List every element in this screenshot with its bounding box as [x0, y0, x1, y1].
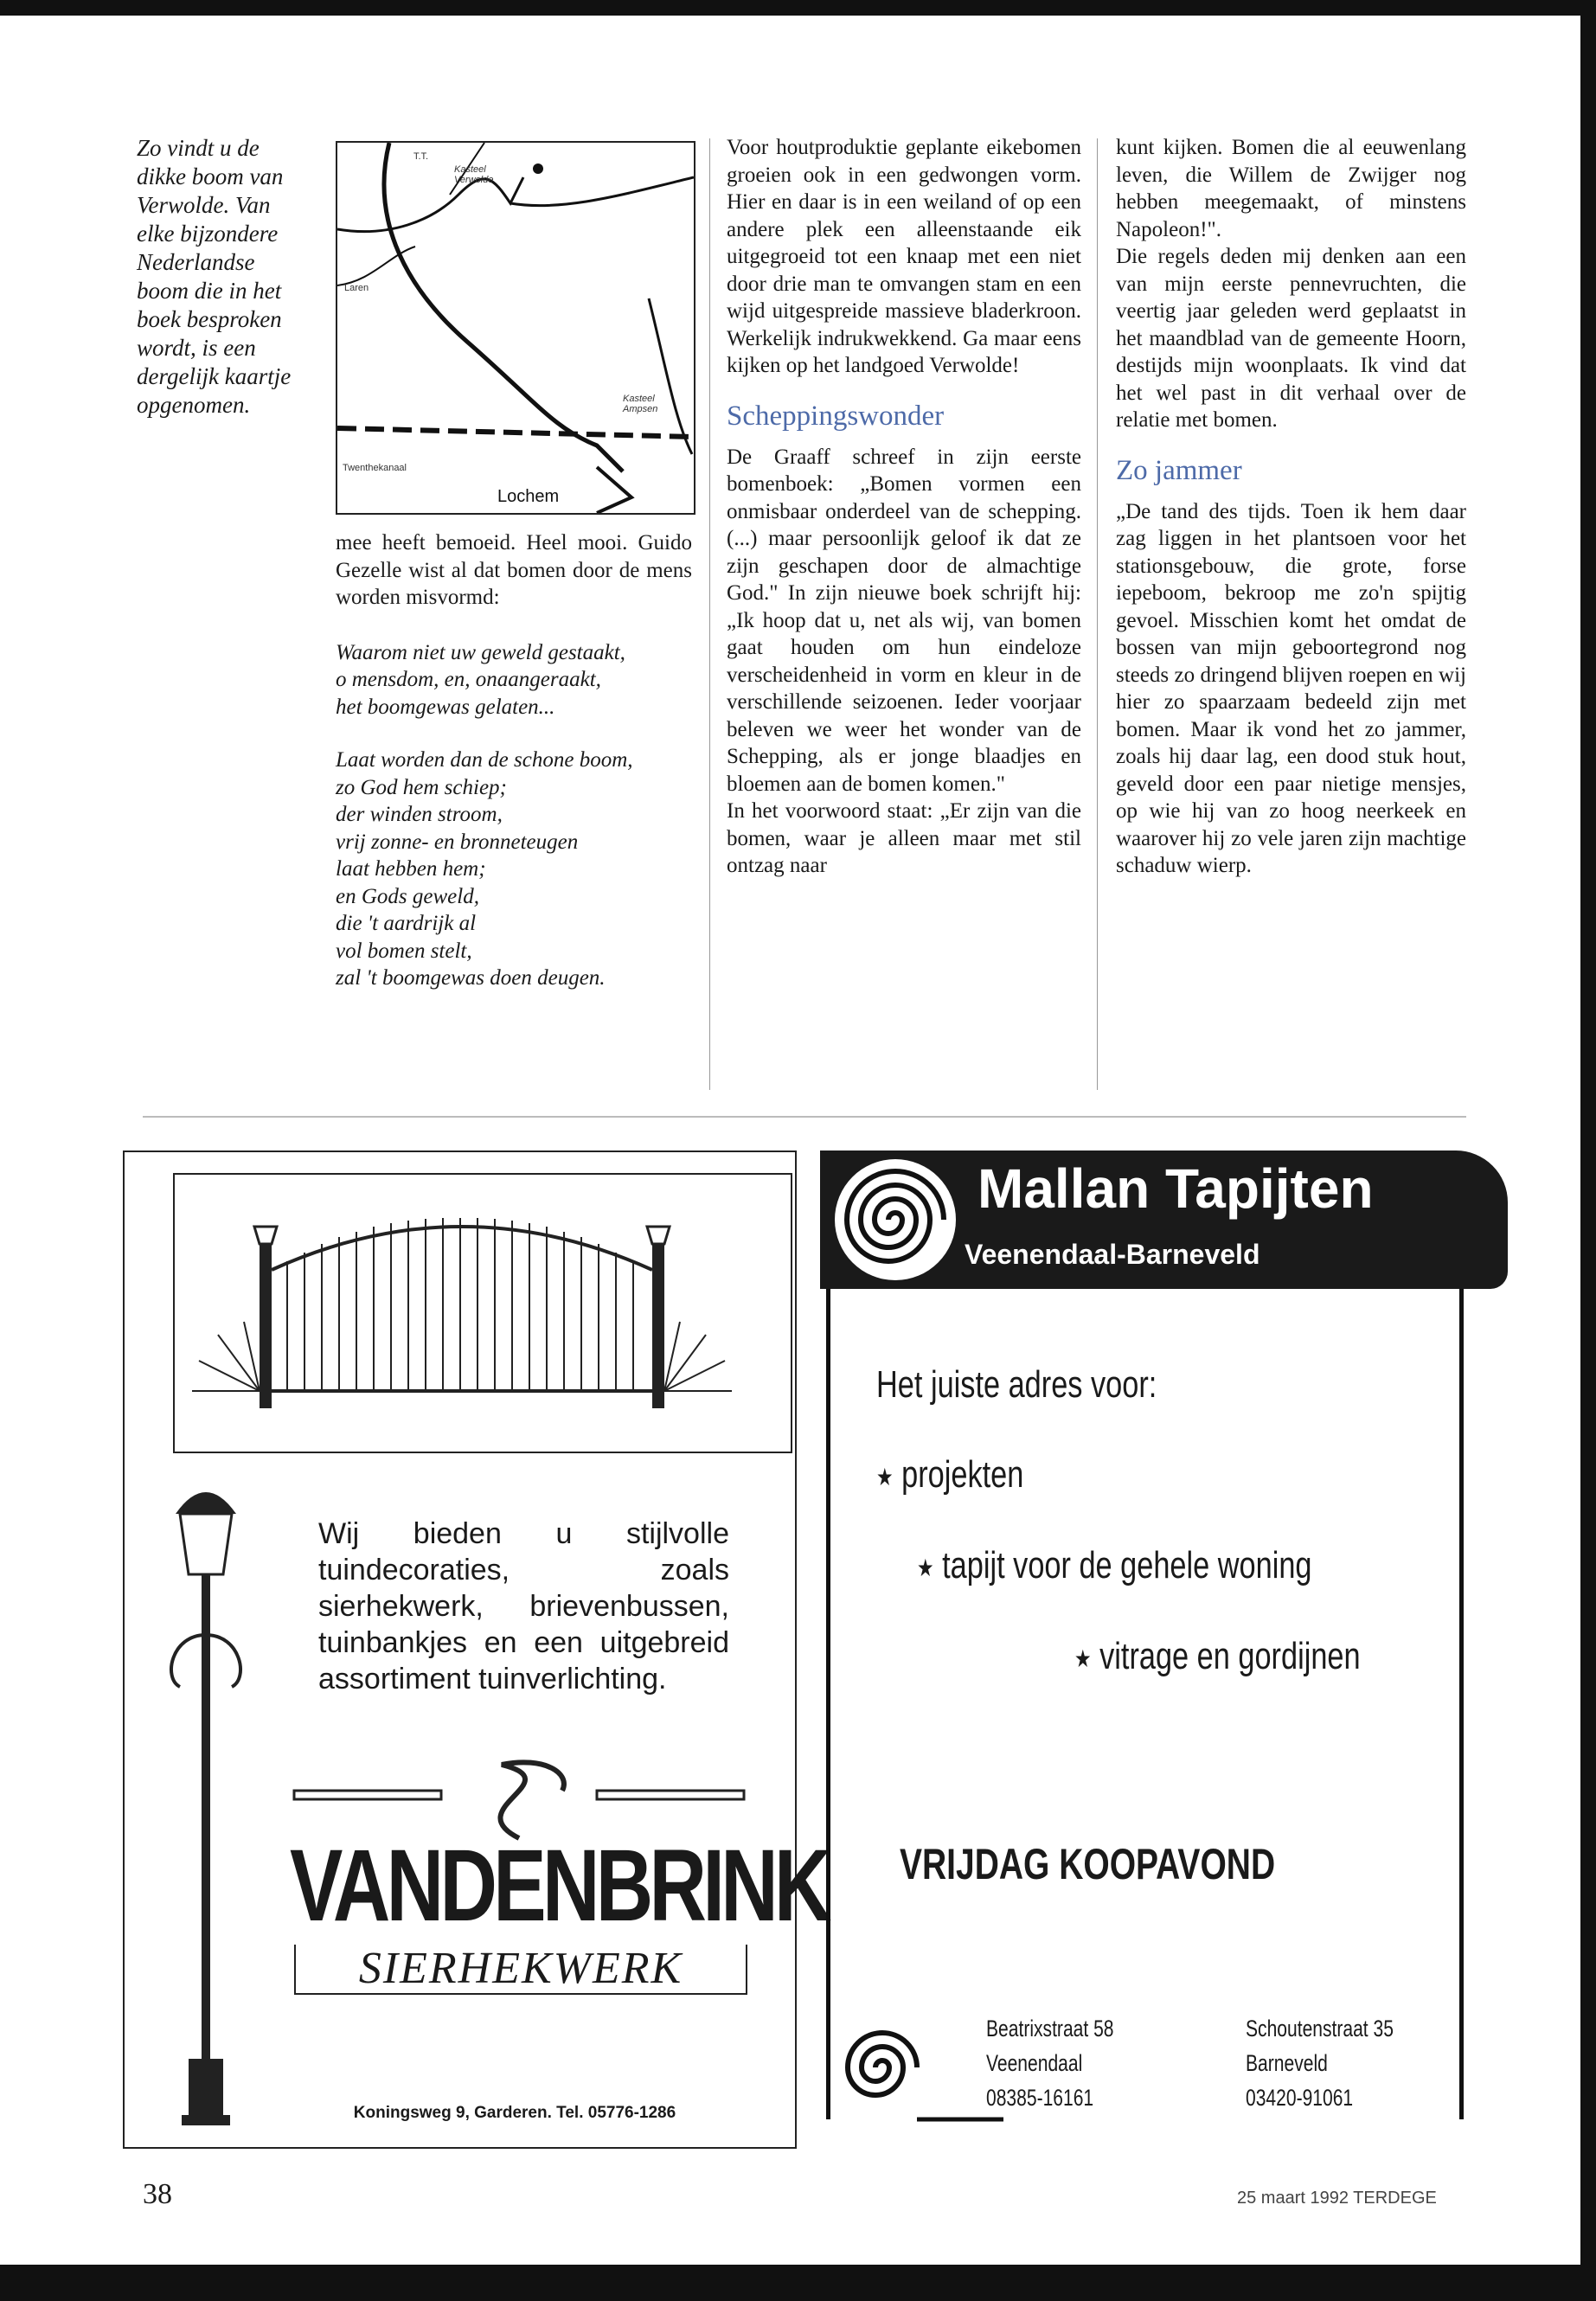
poem-line: o mensdom, en, onaangeraakt, — [336, 668, 601, 691]
column-1-paragraph: mee heeft bemoeid. Heel mooi. Guido Gezelle wist al dat bomen door de mens worden misvormd: — [336, 531, 692, 609]
carpet-roll-icon — [830, 1990, 1003, 2137]
column-2-paragraph-3: In het voorwoord staat: „Er zijn van die bomen, waar je alleen maar met stil ontzag naar — [727, 799, 1081, 877]
article-column-3 — [1116, 134, 1466, 880]
lamp-post-illustration — [154, 1462, 258, 2128]
poem-line: die 't aardrijk al — [336, 912, 477, 935]
mallan-intro: Het juiste adres voor: — [876, 1363, 1157, 1406]
map-label-laren: Laren — [344, 283, 369, 293]
address-line: 08385-16161 — [986, 2085, 1094, 2111]
spiral-logo-icon — [830, 1155, 960, 1285]
column-3-paragraph-3: „De tand des tijds. Toen ik hem daar zag liggen in het plantsoen voor het stationsgebouw, die grote, forse iepeboom, bekroop me zo'n spijtig gevoel. Misschien komt het omdat de bossen van mijn geboortegrond nog steeds zo dringend blijven roepen en wij hier zo spaarzaam bedeeld zijn met bomen. Maar ik vond het zo jammer, zoals hij daar lag, een dood stuk hout, geveld door een paar nietige mensjes, op wie hij van zo hoog neerkeek en waarover hij zo vele jaren zijn machtige schaduw wierp. — [1116, 499, 1466, 877]
page-frame-right — [1580, 0, 1596, 2301]
mallan-title: Mallan Tapijten — [977, 1157, 1374, 1220]
map-label-lochem: Lochem — [497, 487, 560, 506]
page-number: 38 — [143, 2178, 172, 2210]
column-3-paragraph-2: Die regels deden mij denken aan een van mijn eerste pennevruchten, die veertig jaar geleden werd geplaatst in het maandblad van de gemeente Hoorn, destijds mijn woonplaats. Ik vind dat het wel past in dit verhaal over de relatie met bomen. — [1116, 245, 1466, 432]
column-3-paragraph-1: kunt kijken. Bomen die al eeuwenlang leven, die Willem de Zwijger nog hebben meegemaakt, of minstens Napoleon!". — [1116, 136, 1466, 241]
mallan-koopavond: VRIJDAG KOOPAVOND — [900, 1840, 1276, 1888]
poem-line: zo God hem schiep; — [336, 775, 507, 799]
map-label-kasteel-ampsen: Kasteel Ampsen — [623, 394, 658, 414]
section-divider — [143, 1116, 1466, 1118]
heading-scheppingswonder: Scheppingswonder — [727, 400, 945, 432]
page-frame-top — [0, 0, 1596, 16]
column-divider — [1097, 138, 1098, 1090]
poem-line: en Gods geweld, — [336, 884, 479, 908]
map-label-kasteel-verwolde: Kasteel Verwolde — [454, 164, 494, 185]
star-icon: ★ — [917, 1554, 934, 1581]
poem-line: zal 't boomgewas doen deugen. — [336, 966, 606, 990]
mallan-address-barneveld — [1246, 2011, 1394, 2115]
van-den-brink-text: Wij bieden u stijlvolle tuindecoraties, zoals sierhekwerk, brievenbussen, tuinbankjes en een uitgebreid assortiment tuinverlichting. — [318, 1517, 729, 1695]
address-line: 03420-91061 — [1246, 2085, 1354, 2111]
mallan-item-projekten — [876, 1453, 1023, 1497]
address-line: Beatrixstraat 58 — [986, 2016, 1114, 2041]
route-map — [336, 141, 695, 515]
poem-line: Waarom niet uw geweld gestaakt, — [336, 640, 625, 664]
column-2-paragraph-1: Voor houtproduktie geplante eikebomen groeien ook in een gedwongen vorm. Hier en daar is in een weiland of op een andere plek een alleenstaande eik uitgegroeid tot een knaap met een niet door drie man te omvangen stam en een wijd uitgespreide massieve bladerkroon. Werkelijk indrukwekkend. Ga maar eens kijken op het landgoed Verwolde! — [727, 136, 1081, 377]
article-column-1 — [336, 529, 692, 1018]
gate-illustration — [173, 1173, 792, 1453]
address-line: Veenendaal — [986, 2050, 1083, 2076]
poem-line: vol bomen stelt, — [336, 939, 472, 963]
column-2-paragraph-2: De Graaff schreef in zijn eerste bomenboek: „Bomen vormen een onmisbaar onderdeel van de schepping. (...) maar persoonlijk geloof ik dat ze zijn geschapen door de almachtige God." In zijn nieuwe boek schrijft hij: „Ik hoop dat u, net als wij, van bomen gaat houden om hun eindeloze verscheidenheid in vorm en kleur in de verschillende seizoenen. Ieder voorjaar beleven we weer het wonder van de Schepping, als er jonge blaadjes en bloemen aan de bomen komen." — [727, 445, 1081, 796]
star-icon: ★ — [876, 1463, 894, 1490]
address-line: Barneveld — [1246, 2050, 1328, 2076]
mallan-item-label: projekten — [901, 1453, 1024, 1496]
mallan-item-label: vitrage en gordijnen — [1099, 1635, 1361, 1677]
mallan-subtitle: Veenendaal-Barneveld — [965, 1239, 1260, 1270]
mallan-item-vitrage — [1074, 1635, 1361, 1678]
page-footer: 25 maart 1992 TERDEGE — [1237, 2189, 1437, 2208]
gate-drawing — [175, 1175, 791, 1452]
address-line: Schoutenstraat 35 — [1246, 2016, 1394, 2041]
poem-line: laat hebben hem; — [336, 857, 486, 881]
map-label-twenthekanaal: Twenthekanaal — [343, 463, 407, 473]
article-column-2 — [727, 134, 1081, 880]
mallan-item-label: tapijt voor de gehele woning — [942, 1544, 1312, 1586]
heading-zo-jammer: Zo jammer — [1116, 454, 1242, 486]
van-den-brink-logo: VANDENBRINK — [290, 1829, 828, 1943]
map-drawing — [337, 143, 694, 513]
poem-line: der winden stroom, — [336, 803, 503, 826]
sierhekwerk-logo: SIERHEKWERK — [294, 1945, 747, 1995]
map-label-tt: T.T. — [413, 151, 429, 162]
poem-stanza-1 — [336, 639, 692, 721]
poem-stanza-2 — [336, 747, 692, 992]
page-frame-bottom — [0, 2265, 1596, 2301]
star-icon: ★ — [1074, 1644, 1092, 1672]
poem — [336, 639, 692, 992]
map-caption: Zo vindt u de dikke boom van Verwolde. Van elke bijzondere Nederlandse boom die in het boek besproken wordt, is een dergelijk kaartje opgenomen. — [137, 135, 292, 418]
poem-line: het boomgewas gelaten... — [336, 695, 555, 719]
mallan-address-veenendaal — [986, 2011, 1113, 2115]
column-divider — [709, 138, 710, 1090]
poem-line: vrij zonne- en bronneteugen — [336, 830, 579, 854]
poem-line: Laat worden dan de schone boom, — [336, 748, 633, 772]
van-den-brink-address: Koningsweg 9, Garderen. Tel. 05776-1286 — [353, 2104, 676, 2122]
mallan-item-tapijt — [917, 1544, 1312, 1587]
